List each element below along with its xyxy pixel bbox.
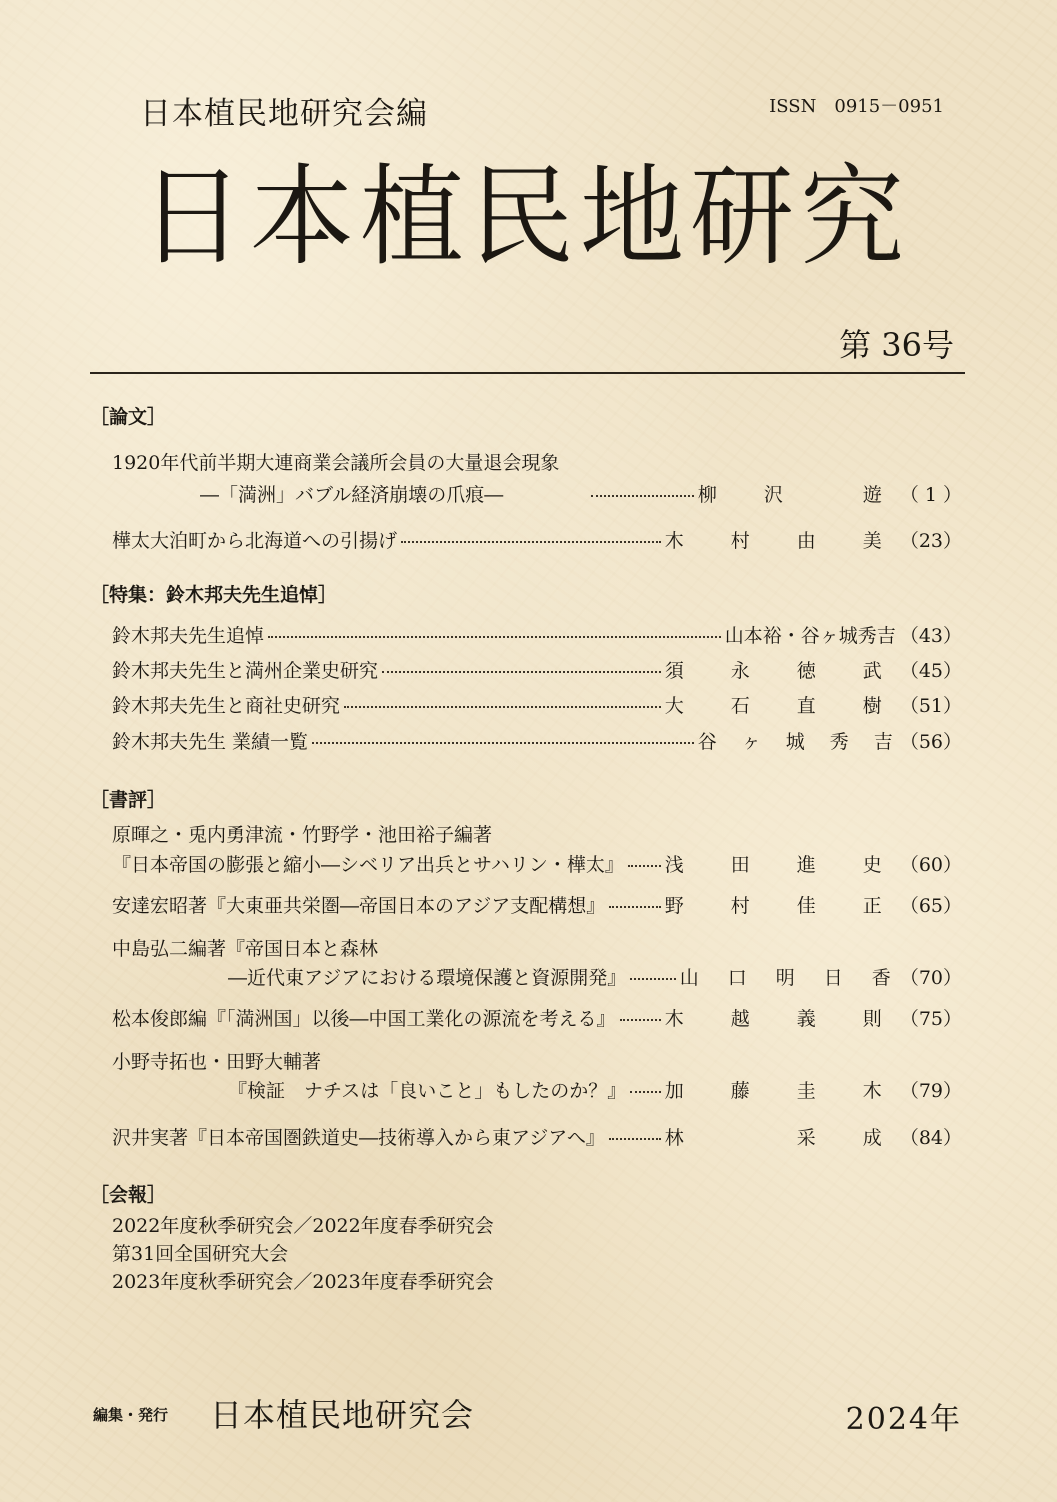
journal-title: 日本植民地研究 [140,152,911,281]
leader-dots [591,495,694,497]
toc-entry [112,1003,962,1031]
section-heading-tokushu: ［特集：鈴木邦夫先生追悼］ [90,584,338,606]
toc-entry [112,890,962,918]
page-number: （ 1 ） [899,483,962,506]
page-number: （65） [899,894,962,917]
section-heading-shohyo: ［書評］ [90,789,167,811]
leader-dots [630,978,676,980]
leader-dots [609,1138,661,1140]
toc-entry [112,690,962,718]
leader-dots [344,706,661,708]
toc-entry [112,655,962,683]
report-item: 2023年度秋季研究会／2023年度春季研究会 [112,1271,494,1293]
toc-entry [112,1122,962,1150]
page-number: （56） [899,730,962,753]
review-editors: 中島弘二編著『帝国日本と森林 [112,938,379,960]
review-title: 松本俊郎編『「満洲国」以後―中国工業化の源流を考える』 [112,1007,616,1030]
article-author: 木 村 由 美 [664,529,896,552]
issn-number: ISSN 0915－0951 [769,96,944,117]
publisher-name: 日本植民地研究会 [210,1396,475,1434]
leader-dots [401,541,661,543]
report-item: 第31回全国研究大会 [112,1243,289,1265]
leader-dots [630,1091,661,1093]
page-number: （75） [899,1007,962,1030]
review-title: 『検証 ナチスは「良いこと」もしたのか？』 [228,1079,627,1102]
toc-entry [112,849,962,877]
review-title: 『日本帝国の膨張と縮小―シベリア出兵とサハリン・樺太』 [112,853,624,876]
review-title: 安達宏昭著『大東亜共栄圏―帝国日本のアジア支配構想』 [112,894,606,917]
review-title: ―近代東アジアにおける環境保護と資源開発』 [228,966,627,989]
page-number: （70） [899,966,962,989]
page-number: （45） [899,659,962,682]
article-subtitle: ―「満洲」バブル経済崩壊の爪痕― [200,483,504,506]
leader-dots [312,742,694,744]
leader-dots [609,906,661,908]
review-author: 林 采 成 [664,1126,896,1149]
leader-dots [628,865,661,867]
page-number: （84） [899,1126,962,1149]
leader-dots [268,636,721,638]
page-number: （23） [899,529,962,552]
page-number: （79） [899,1079,962,1102]
issue-number: 第 36号 [839,326,954,364]
toc-entry [228,1075,962,1103]
header-divider [90,372,965,374]
leader-dots [382,671,661,673]
review-editors: 小野寺拓也・田野大輔著 [112,1051,322,1073]
article-title: 鈴木邦夫先生追悼 [112,624,265,647]
toc-entry [200,479,962,507]
article-author: 大 石 直 樹 [664,694,896,717]
article-title: 鈴木邦夫先生と商社史研究 [112,694,341,717]
article-author: 谷 ヶ 城 秀 吉 [697,730,896,753]
toc-entry [112,620,962,648]
page-number: （43） [899,624,962,647]
review-author: 浅 田 進 史 [664,853,896,876]
toc-entry [112,525,962,553]
article-author: 山本裕・谷ヶ城秀吉 [724,624,896,647]
article-title: 鈴木邦夫先生と満州企業史研究 [112,659,379,682]
page-number: （51） [899,694,962,717]
toc-entry [112,726,962,754]
page-number: （60） [899,853,962,876]
section-heading-kaiho: ［会報］ [90,1184,167,1206]
review-author: 山 口 明 日 香 [679,966,896,989]
article-title: 樺太大泊町から北海道への引揚げ [112,529,398,552]
review-author: 木 越 義 則 [664,1007,896,1030]
review-editors: 原暉之・兎内勇津流・竹野学・池田裕子編著 [112,824,493,846]
review-author: 加 藤 圭 木 [664,1079,896,1102]
article-title: 鈴木邦夫先生 業績一覧 [112,730,309,753]
review-title: 沢井実著『日本帝国圏鉄道史―技術導入から東アジアへ』 [112,1126,605,1149]
toc-entry [228,962,962,990]
article-title: 1920年代前半期大連商業会議所会員の大量退会現象 [112,452,560,474]
footer-label: 編集・発行 [93,1406,169,1424]
review-author: 野 村 佳 正 [664,894,896,917]
article-author: 須 永 徳 武 [664,659,896,682]
editor-credit: 日本植民地研究会編 [140,96,428,132]
publication-year: 2024年 [845,1402,962,1437]
section-heading-ronbun: ［論文］ [90,406,167,428]
article-author: 柳 沢 遊 [697,483,896,506]
leader-dots [620,1019,661,1021]
report-item: 2022年度秋季研究会／2022年度春季研究会 [112,1215,494,1237]
